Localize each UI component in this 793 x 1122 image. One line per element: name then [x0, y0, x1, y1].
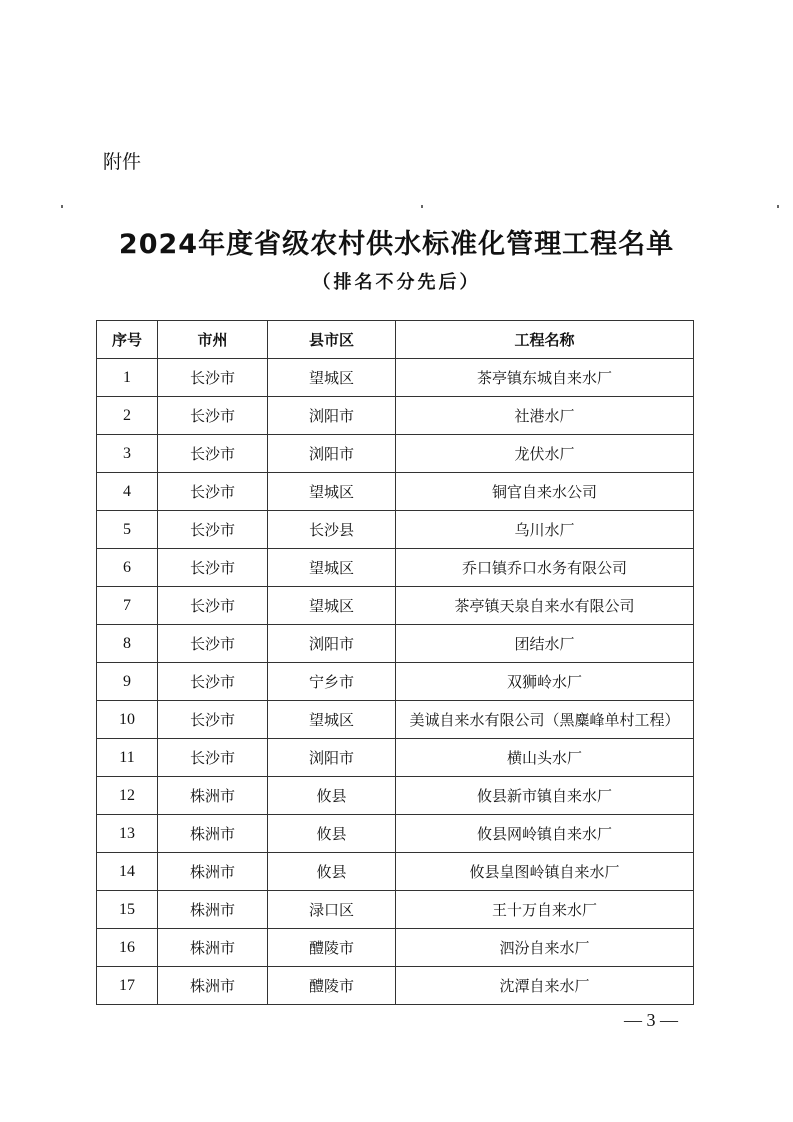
- row-county: 攸县: [268, 777, 396, 815]
- row-county: 望城区: [268, 701, 396, 739]
- row-city: 株洲市: [158, 815, 268, 853]
- row-project-name: 团结水厂: [396, 625, 694, 663]
- table-row: [97, 625, 694, 663]
- row-index: 4: [97, 473, 158, 511]
- row-project-name: 攸县皇图岭镇自来水厂: [396, 853, 694, 891]
- scan-mark: [61, 205, 63, 208]
- row-city: 株洲市: [158, 853, 268, 891]
- row-index: 13: [97, 815, 158, 853]
- row-county: 浏阳市: [268, 397, 396, 435]
- page-number: — 3 —: [624, 1010, 678, 1030]
- row-city: 长沙市: [158, 435, 268, 473]
- row-project-name: 社港水厂: [396, 397, 694, 435]
- row-project-name: 王十万自来水厂: [396, 891, 694, 929]
- row-project-name: 茶亭镇天泉自来水有限公司: [396, 587, 694, 625]
- row-index: 6: [97, 549, 158, 587]
- project-list-table: [96, 320, 694, 1005]
- row-project-name: 乌川水厂: [396, 511, 694, 549]
- header-city: 市州: [158, 321, 268, 359]
- row-city: 株洲市: [158, 929, 268, 967]
- row-project-name: 乔口镇乔口水务有限公司: [396, 549, 694, 587]
- row-county: 醴陵市: [268, 967, 396, 1005]
- row-city: 长沙市: [158, 473, 268, 511]
- row-county: 望城区: [268, 473, 396, 511]
- header-project-name: 工程名称: [396, 321, 694, 359]
- attachment-label: 附件: [103, 151, 142, 173]
- row-project-name: 铜官自来水公司: [396, 473, 694, 511]
- table-row: [97, 473, 694, 511]
- row-project-name: 茶亭镇东城自来水厂: [396, 359, 694, 397]
- row-index: 11: [97, 739, 158, 777]
- row-city: 株洲市: [158, 967, 268, 1005]
- table-row: [97, 815, 694, 853]
- scan-mark: [777, 205, 779, 208]
- table-row: [97, 511, 694, 549]
- row-project-name: 横山头水厂: [396, 739, 694, 777]
- row-index: 7: [97, 587, 158, 625]
- table-row: [97, 701, 694, 739]
- table-row: [97, 435, 694, 473]
- row-county: 长沙县: [268, 511, 396, 549]
- row-index: 1: [97, 359, 158, 397]
- row-project-name: 泗汾自来水厂: [396, 929, 694, 967]
- table-row: [97, 891, 694, 929]
- row-city: 株洲市: [158, 891, 268, 929]
- row-index: 3: [97, 435, 158, 473]
- row-project-name: 龙伏水厂: [396, 435, 694, 473]
- row-project-name: 攸县新市镇自来水厂: [396, 777, 694, 815]
- row-index: 2: [97, 397, 158, 435]
- row-city: 长沙市: [158, 663, 268, 701]
- row-city: 长沙市: [158, 511, 268, 549]
- document-title: 2024年度省级农村供水标准化管理工程名单: [118, 229, 675, 260]
- table-row: [97, 853, 694, 891]
- row-county: 浏阳市: [268, 739, 396, 777]
- row-county: 望城区: [268, 549, 396, 587]
- row-index: 5: [97, 511, 158, 549]
- row-index: 15: [97, 891, 158, 929]
- table-row: [97, 929, 694, 967]
- row-city: 长沙市: [158, 625, 268, 663]
- row-county: 望城区: [268, 359, 396, 397]
- table-row: [97, 587, 694, 625]
- row-project-name: 攸县网岭镇自来水厂: [396, 815, 694, 853]
- row-project-name: 美诚自来水有限公司（黑麋峰单村工程）: [396, 701, 694, 739]
- header-county: 县市区: [268, 321, 396, 359]
- row-county: 醴陵市: [268, 929, 396, 967]
- table-row: [97, 739, 694, 777]
- row-county: 渌口区: [268, 891, 396, 929]
- table-row: [97, 549, 694, 587]
- table-row: [97, 777, 694, 815]
- scan-mark: [421, 205, 423, 208]
- row-index: 12: [97, 777, 158, 815]
- table-row: [97, 397, 694, 435]
- row-index: 14: [97, 853, 158, 891]
- row-county: 攸县: [268, 815, 396, 853]
- row-index: 17: [97, 967, 158, 1005]
- row-city: 长沙市: [158, 359, 268, 397]
- row-index: 9: [97, 663, 158, 701]
- row-county: 浏阳市: [268, 625, 396, 663]
- row-county: 望城区: [268, 587, 396, 625]
- row-city: 长沙市: [158, 587, 268, 625]
- table-header-row: [97, 321, 694, 359]
- row-index: 8: [97, 625, 158, 663]
- row-city: 长沙市: [158, 701, 268, 739]
- row-city: 株洲市: [158, 777, 268, 815]
- table-row: [97, 359, 694, 397]
- row-county: 攸县: [268, 853, 396, 891]
- header-index: 序号: [97, 321, 158, 359]
- table-row: [97, 663, 694, 701]
- row-project-name: 沈潭自来水厂: [396, 967, 694, 1005]
- row-index: 16: [97, 929, 158, 967]
- table-row: [97, 967, 694, 1005]
- row-county: 浏阳市: [268, 435, 396, 473]
- row-city: 长沙市: [158, 549, 268, 587]
- row-county: 宁乡市: [268, 663, 396, 701]
- row-city: 长沙市: [158, 739, 268, 777]
- row-project-name: 双狮岭水厂: [396, 663, 694, 701]
- row-index: 10: [97, 701, 158, 739]
- row-city: 长沙市: [158, 397, 268, 435]
- document-subtitle: （排名不分先后）: [312, 272, 481, 293]
